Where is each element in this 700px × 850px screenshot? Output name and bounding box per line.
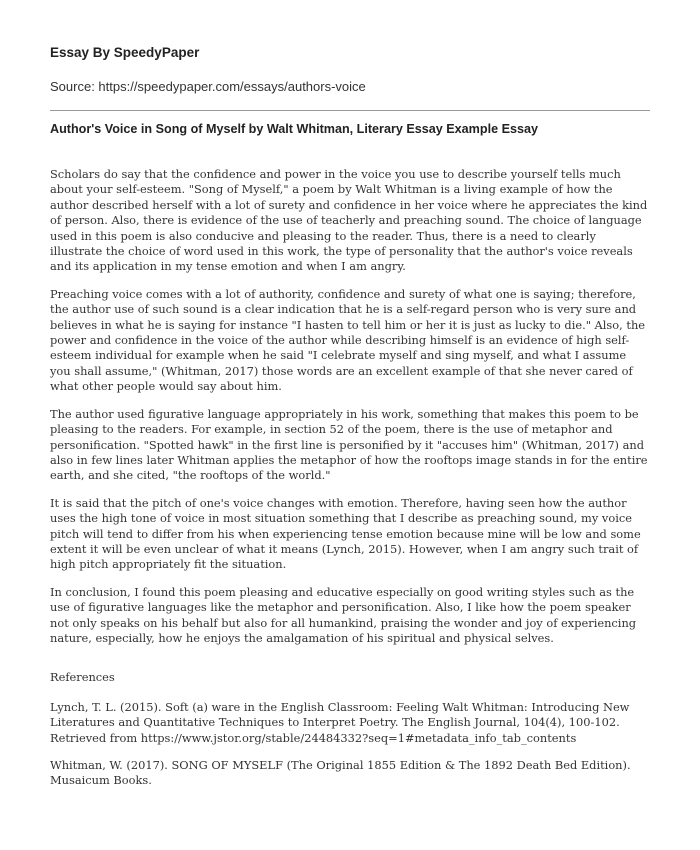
body-paragraph: In conclusion, I found this poem pleasing and educative especially on good writing styles such as the use of figurative languages like the metaphor and personification. Also, I like how the poem speaker not only speaks on his behalf but also for all humankind, praising the wonder and joy of experiencing nature, especially, how he enjoys the amalgamation of his spiritual and physical selves. bbox=[50, 584, 637, 645]
body-paragraph: Scholars do say that the confidence and power in the voice you use to describe yourself tells much about your self-esteem. "Song of Myself," a poem by Walt Whitman is a living example of how the author described herself with a lot of surety and confidence in her voice where he appreciates the kind of person. Also, there is evidence of the use of teacherly and preaching sound. The choice of language used in this poem is also conducive and pleasing to the reader. Thus, there is a need to clearly illustrate the choice of word used in this work, the type of personality that the author's voice reveals and its application in my tense emotion and when I am angry. bbox=[50, 167, 648, 274]
reference-item: Whitman, W. (2017). SONG OF MYSELF (The Original 1855 Edition & The 1892 Death Bed Edition). Musaicum Books. bbox=[50, 758, 631, 788]
document-header bbox=[50, 44, 650, 95]
references-heading: References bbox=[50, 670, 115, 685]
body-paragraph: The author used figurative language appropriately in his work, something that makes this poem to be pleasing to the readers. For example, in section 52 of the poem, there is the use of metaphor and personification. "Spotted hawk" in the first line is personified by it "accuses him" (Whitman, 2017) and also in few lines later Whitman applies the metaphor of how the rooftops image stands in for the entire earth, and she cited, "the rooftops of the world." bbox=[50, 406, 648, 483]
header-divider bbox=[50, 110, 650, 111]
brand-label: Essay By SpeedyPaper bbox=[50, 45, 200, 60]
body-paragraph: Preaching voice comes with a lot of authority, confidence and surety of what one is saying; therefore, the author use of such sound is a clear indication that he is a self-regard person who is very sure and believes in what he is saying for instance "I hasten to tell him or her it is just as lucky to die." Also, the power and confidence in the voice of the author while describing himself is an evidence of high self-esteem individual for example when he said "I celebrate myself and sing myself, and what I assume you shall assume," (Whitman, 2017) those words are an excellent example of that she never cared of what other people would say about him. bbox=[50, 286, 646, 394]
source-line: Source: https://speedypaper.com/essays/authors-voice bbox=[50, 79, 366, 94]
essay-title: Author's Voice in Song of Myself by Walt Whitman, Literary Essay Example Essay bbox=[50, 122, 538, 136]
reference-item: Lynch, T. L. (2015). Soft (a) ware in the English Classroom: Feeling Walt Whitman: Introducing New Literatures and Quantitative Techniques to Interpret Poetry. The English Journal, 104(4), 100-102. Retrieved from https://www.jstor.org/stable/24484332?seq=1#metadata_info_tab_contents bbox=[50, 699, 630, 745]
body-paragraph: It is said that the pitch of one's voice changes with emotion. Therefore, having seen how the author uses the high tone of voice in most situation something that I describe as preaching sound, my voice pitch will tend to differ from his when experiencing tense emotion because mine will be low and some extent it will be even unclear of what it means (Lynch, 2015). However, when I am angry such trait of high pitch appropriately fit the situation. bbox=[50, 495, 641, 572]
essay-body bbox=[50, 167, 650, 801]
